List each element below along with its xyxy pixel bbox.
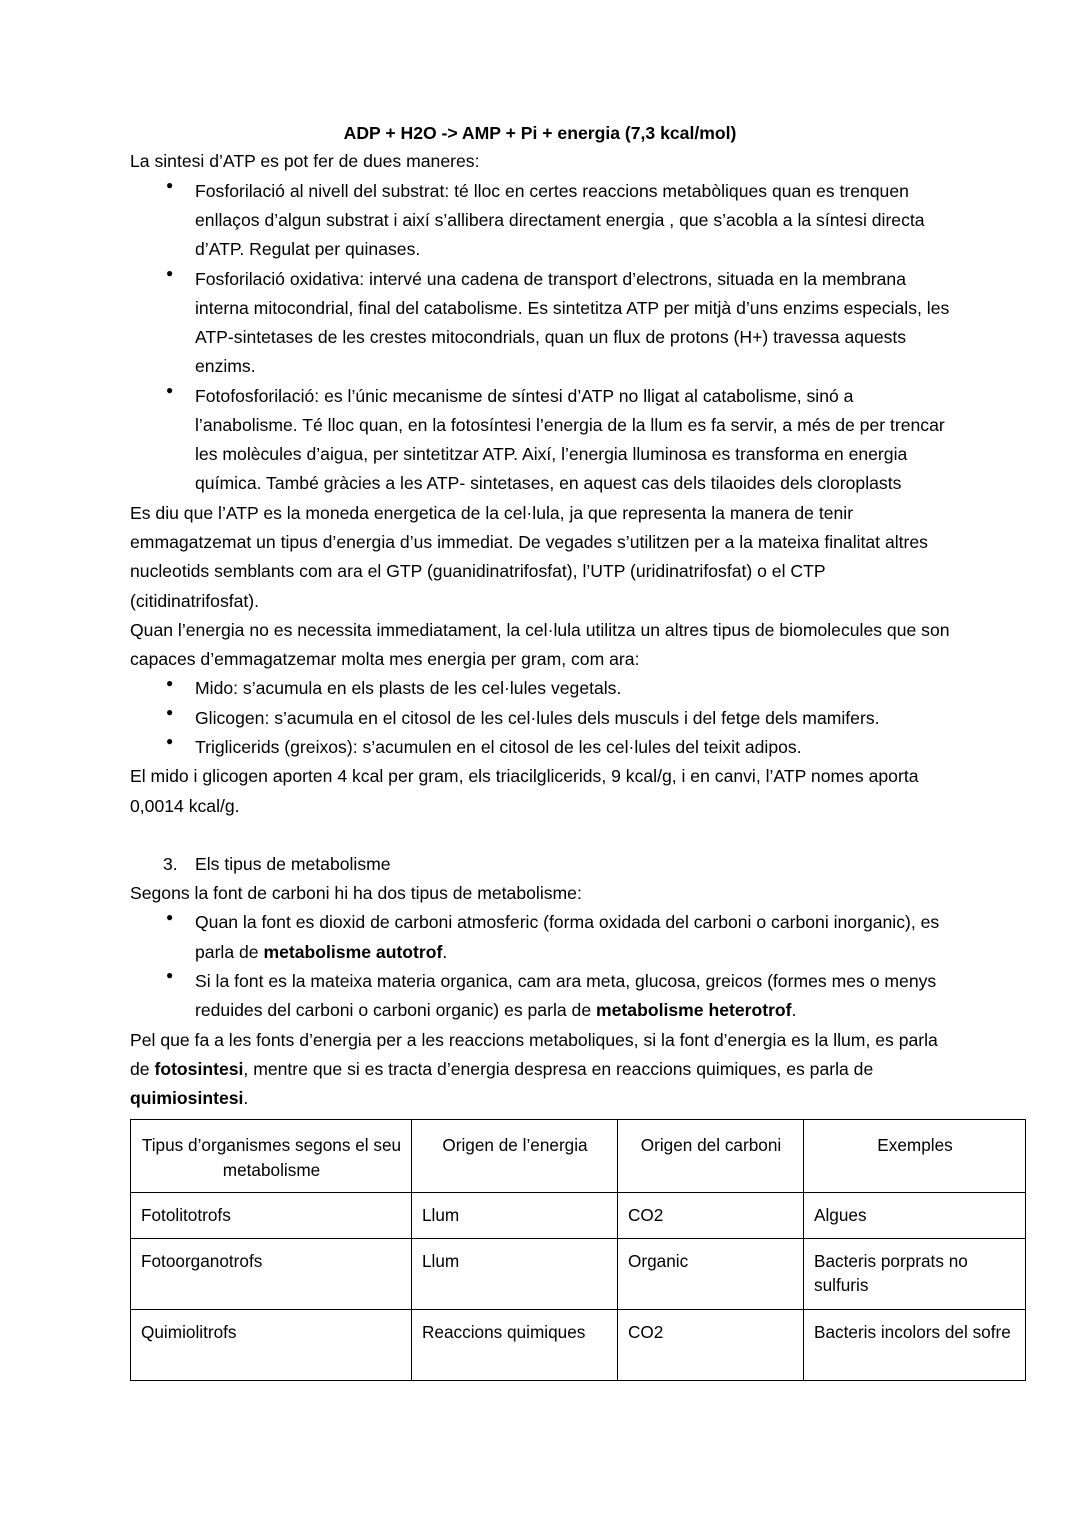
table-header-cell-carbon-origin: Origen del carboni [618, 1120, 804, 1193]
table-cell-carbon-origin: CO2 [618, 1193, 804, 1238]
table-cell-energy-origin: Llum [412, 1193, 618, 1238]
energy-values-paragraph: El mido i glicogen aporten 4 kcal per gram, els triacilglicerids, 9 kcal/g, i en canvi, l’ATP nomes aporta 0,0014 kcal/g. [130, 766, 919, 816]
table-header-row [131, 1120, 1026, 1193]
list-item [130, 967, 950, 1026]
table-cell-organism-type: Quimiolitrofs [131, 1309, 412, 1380]
section-heading-metabolism-types [130, 850, 950, 879]
list-item: ● Fosforilació al nivell del substrat: té lloc en certes reaccions metabòliques quan es trenquen enllaços d’algun substrat i així s’allibera directament energia , que s’acobla a la síntesi directa d’ATP. Regulat per quinases. [130, 177, 950, 265]
autotroph-text-suffix: . [442, 941, 448, 962]
table-cell-energy-origin: Reaccions quimiques [412, 1309, 618, 1380]
list-item: ● Mido: s’acumula en els plasts de les cel·lules vegetals. [130, 674, 950, 703]
table-cell-carbon-origin: CO2 [618, 1309, 804, 1380]
energy-source-part3: . [243, 1088, 249, 1109]
list-item: ● Triglicerids (greixos): s’acumulen en el citosol de les cel·lules del teixit adipos. [130, 733, 950, 762]
table-header-cell-examples: Exemples [804, 1120, 1026, 1193]
table-cell-organism-type: Fotoorganotrofs [131, 1238, 412, 1309]
carbon-source-intro-paragraph: Segons la font de carboni hi ha dos tipus de metabolisme: [130, 883, 582, 904]
table-cell-examples: Algues [804, 1193, 1026, 1238]
atp-synthesis-bullet-list [130, 177, 950, 499]
metabolism-type-bullet-list [130, 908, 950, 1025]
energy-source-paragraph [130, 1026, 950, 1114]
table-row [131, 1238, 1026, 1309]
photosynthesis-term: fotosintesi [154, 1058, 244, 1079]
table-header-cell-energy-origin: Origen de l’energia [412, 1120, 618, 1193]
autotroph-text-prefix: Quan la font es dioxid de carboni atmosferic (forma oxidada del carboni o carboni inorganic), es parla de [195, 912, 940, 962]
paragraph-spacer [130, 821, 950, 850]
atp-synthesis-intro-line: La sintesi d’ATP es pot fer de dues maneres: [130, 151, 480, 172]
document-body [130, 120, 1011, 1381]
table-cell-organism-type: Fotolitotrofs [131, 1193, 412, 1238]
atp-currency-paragraph: Es diu que l’ATP es la moneda energetica de la cel·lula, ja que representa la manera de tenir emmagatzemat un tipus d’energia d’us immediat. De vegades s’utilitzen per a la mateixa finalitat altres nucleotids semblants com ara el GTP (guanidinatrifosfat), l’UTP (uridinatrifosfat) o el CTP (citidinatrifosfat). [130, 502, 928, 611]
heterotroph-text-suffix: . [791, 1000, 797, 1021]
metabolism-classification-table [130, 1119, 1026, 1380]
section-number: 3. [163, 853, 178, 874]
list-item: ● Fotofosforilació: es l’únic mecanisme de síntesi d’ATP no lligat al catabolisme, sinó a l’anabolisme. Té lloc quan, en la fotosíntesi l’energia de la llum es fa servir, a més de per trencar les molècules d’aigua, per sintetitzar ATP. Així, l’energia lluminosa es transforma en energia química. També gràcies a les ATP- sintetases, en aquest cas dels tilaoides dels cloroplasts [130, 382, 950, 499]
table-cell-carbon-origin: Organic [618, 1238, 804, 1309]
table-row [131, 1309, 1026, 1380]
heterotroph-term: metabolisme heterotrof [596, 1000, 792, 1021]
section-heading-list [130, 850, 950, 879]
energy-storage-bullet-list [130, 674, 950, 762]
section-title: Els tipus de metabolisme [195, 853, 391, 874]
chemosynthesis-term: quimiosintesi [130, 1088, 244, 1109]
atp-hydrolysis-formula-heading: ADP + H2O -> AMP + Pi + energia (7,3 kcal/mol) [343, 123, 737, 143]
table-cell-energy-origin: Llum [412, 1238, 618, 1309]
energy-storage-intro-paragraph: Quan l’energia no es necessita immediatament, la cel·lula utilitza un altres tipus de biomolecules que son capaces d’emmagatzemar molta mes energia per gram, com ara: [130, 619, 950, 670]
list-item: ● Glicogen: s’acumula en el citosol de les cel·lules dels musculs i del fetge dels mamifers. [130, 704, 950, 733]
list-item [130, 908, 950, 967]
autotroph-term: metabolisme autotrof [263, 941, 443, 962]
table-cell-examples: Bacteris incolors del sofre [804, 1309, 1026, 1380]
table-header-cell-organism-type: Tipus d’organismes segons el seu metabolisme [131, 1120, 412, 1193]
table-cell-examples: Bacteris porprats no sulfuris [804, 1238, 1026, 1309]
heterotroph-text-prefix: Si la font es la mateixa materia organica, cam ara meta, glucosa, greicos (formes mes o menys reduides del carboni o carboni organic) es parla de [195, 970, 937, 1021]
energy-source-part2: , mentre que si es tracta d’energia despresa en reaccions quimiques, es parla de [243, 1058, 874, 1079]
energy-source-part1: Pel que fa a les fonts d’energia per a les reaccions metaboliques, si la font d’energia es la llum, es parla de [130, 1029, 938, 1079]
table-row [131, 1193, 1026, 1238]
list-item: ● Fosforilació oxidativa: intervé una cadena de transport d’electrons, situada en la membrana interna mitocondrial, final del catabolisme. Es sintetitza ATP per mitjà d’uns enzims especials, les ATP-sintetases de les crestes mitocondrials, quan un flux de protons (H+) travessa aquests enzims. [130, 265, 950, 382]
